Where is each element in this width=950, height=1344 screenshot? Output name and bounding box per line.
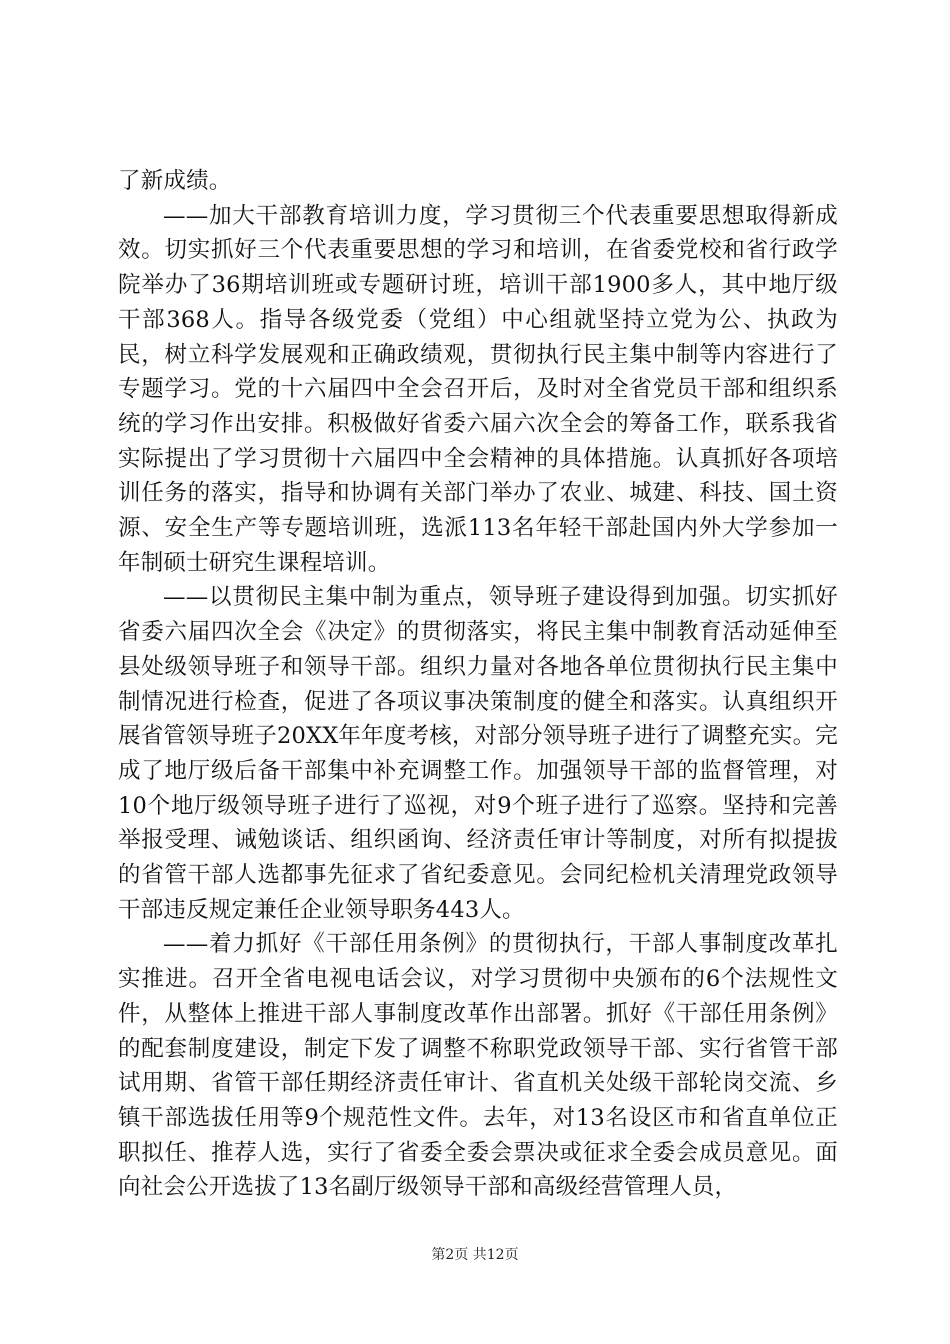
paragraph-leadership: ——以贯彻民主集中制为重点，领导班子建设得到加强。切实抓好省委六届四次全会《决定》的贯彻落实，将民主集中制教育活动延伸至县处级领导班子和领导干部。组织力量对各地各单位贯彻执行民主集中制情况进行检查，促进了各项议事决策制度的健全和落实。认真组织开展省管领导班子20XX年年度考核，对部分领导班子进行了调整充实。完成了地厅级后备干部集中补充调整工作。加强领导干部的监督管理，对10个地厅级领导班子进行了巡视，对9个班子进行了巡察。坚持和完善举报受理、诫勉谈话、组织函询、经济责任审计等制度，对所有拟提拔的省管干部人选都事先征求了省纪委意见。会同纪检机关清理党政领导干部违反规定兼任企业领导职务443人。	[118, 584, 838, 923]
paragraph-training: ——加大干部教育培训力度，学习贯彻三个代表重要思想取得新成效。切实抓好三个代表重要思想的学习和培训，在省委党校和省行政学院举办了36期培训班或专题研讨班，培训干部1900多人，其中地厅级干部368人。指导各级党委（党组）中心组就坚持立党为公、执政为民，树立科学发展观和正确政绩观，贯彻执行民主集中制等内容进行了专题学习。党的十六届四中全会召开后，及时对全省党员干部和组织系统的学习作出安排。积极做好省委六届六次全会的筹备工作，联系我省实际提出了学习贯彻十六届四中全会精神的具体措施。认真抓好各项培训任务的落实，指导和协调有关部门举办了农业、城建、科技、国土资源、安全生产等专题培训班，选派113名年轻干部赴国内外大学参加一年制硕士研究生课程培训。	[118, 202, 838, 576]
page-number-footer: 第2页 共12页	[431, 1247, 519, 1263]
document-body	[118, 164, 838, 1205]
paragraph-cadre-reform: ——着力抓好《干部任用条例》的贯彻执行，干部人事制度改革扎实推进。召开全省电视电话会议，对学习贯彻中央颁布的6个法规性文件，从整体上推进干部人事制度改革作出部署。抓好《干部任用条例》的配套制度建设，制定下发了调整不称职党政领导干部、实行省管干部试用期、省管干部任期经济责任审计、省直机关处级干部轮岗交流、乡镇干部选拔任用等9个规范性文件。去年，对13名设区市和省直单位正职拟任、推荐人选，实行了省委全委会票决或征求全委会成员意见。面向社会公开选拔了13名副厅级领导干部和高级经营管理人员，	[118, 931, 838, 1201]
paragraph-continuation: 了新成绩。	[118, 168, 232, 194]
